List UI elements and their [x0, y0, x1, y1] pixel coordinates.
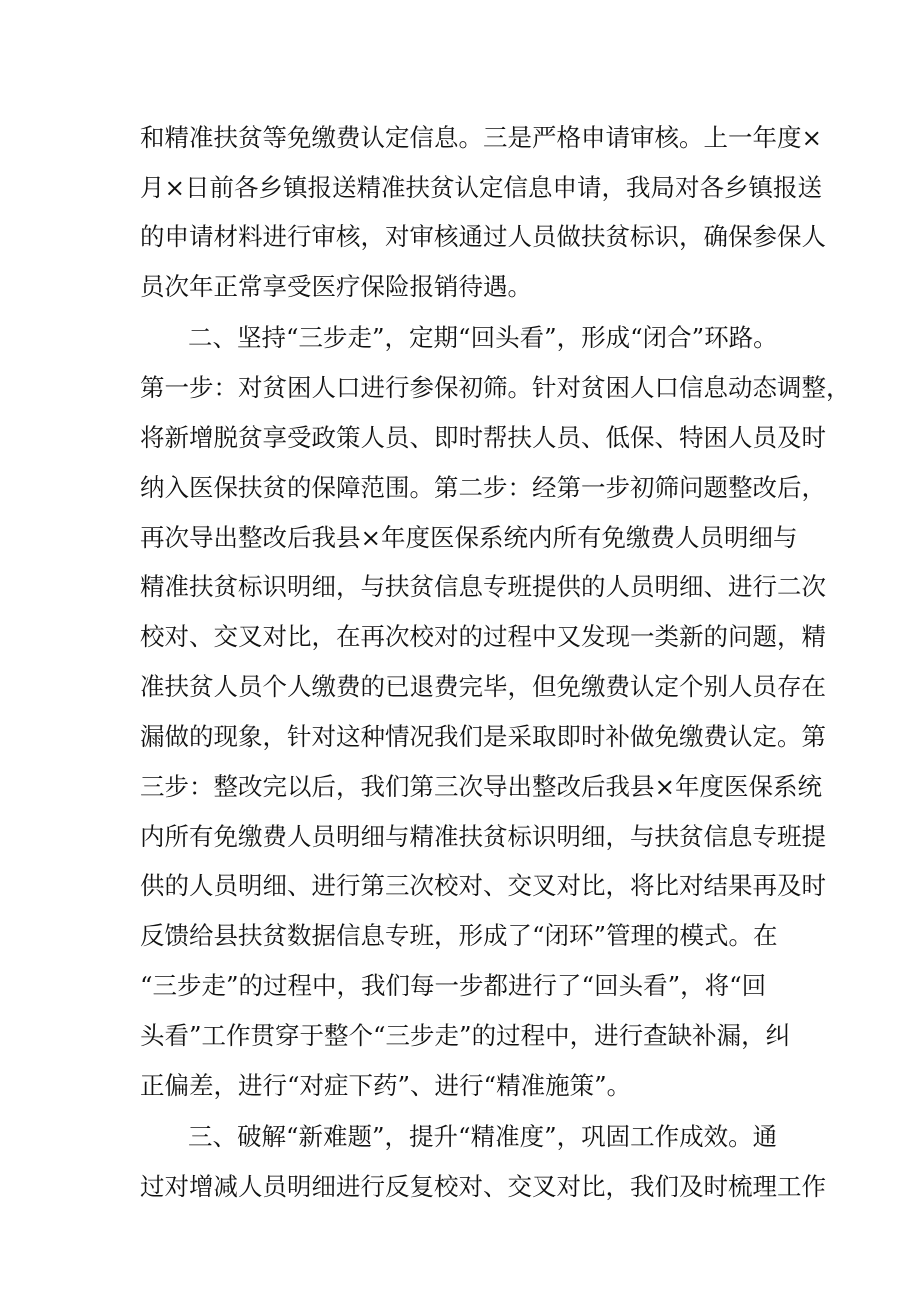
text-line: 月×日前各乡镇报送精准扶贫认定信息申请，我局对各乡镇报送: [140, 173, 823, 202]
text-line: 头看”工作贯穿于整个“三步走”的过程中，进行查缺补漏，纠: [140, 1021, 791, 1050]
text-line: “三步走”的过程中，我们每一步都进行了“回头看”，将“回: [140, 971, 767, 1000]
text-line: 准扶贫人员个人缴费的已退费完毕，但免缴费认定个别人员存在: [140, 672, 826, 701]
paragraph-3-heading-line: 三、破解“新难题”，提升“精准度”，巩固工作成效。通: [188, 1122, 778, 1151]
text-line: 内所有免缴费人员明细与精准扶贫标识明细，与扶贫信息专班提: [140, 822, 826, 851]
text-line: 漏做的现象，针对这种情况我们是采取即时补做免缴费认定。第: [140, 722, 826, 751]
text-line: 将新增脱贫享受政策人员、即时帮扶人员、低保、特困人员及时: [140, 423, 826, 452]
text-line: 的申请材料进行审核，对审核通过人员做扶贫标识，确保参保人: [140, 222, 826, 251]
text-line: 供的人员明细、进行第三次校对、交叉对比，将比对结果再及时: [140, 871, 826, 900]
text-line: 第一步：对贫困人口进行参保初筛。针对贫困人口信息动态调整，: [140, 373, 851, 402]
text-line: 员次年正常享受医疗保险报销待遇。: [140, 272, 532, 301]
text-line: 正偏差，进行“对症下药”、进行“精准施策”。: [140, 1071, 632, 1100]
text-line: 再次导出整改后我县×年度医保系统内所有免缴费人员明细与: [140, 523, 798, 552]
text-line: 纳入医保扶贫的保障范围。第二步：经第一步初筛问题整改后，: [140, 473, 826, 502]
text-line: 反馈给县扶贫数据信息专班，形成了“闭环”管理的模式。在: [140, 921, 778, 950]
text-line: 精准扶贫标识明细，与扶贫信息专班提供的人员明细、进行二次: [140, 572, 826, 601]
paragraph-2-heading-line: 二、坚持“三步走”，定期“回头看”，形成“闭合”环路。: [188, 323, 778, 352]
text-line: 三步：整改完以后，我们第三次导出整改后我县×年度医保系统: [140, 772, 823, 801]
text-line: 校对、交叉对比，在再次校对的过程中又发现一类新的问题，精: [140, 622, 826, 651]
text-line: 过对增减人员明细进行反复校对、交叉对比，我们及时梳理工作: [140, 1172, 826, 1201]
text-line: 和精准扶贫等免缴费认定信息。三是严格申请审核。上一年度×: [140, 123, 823, 152]
